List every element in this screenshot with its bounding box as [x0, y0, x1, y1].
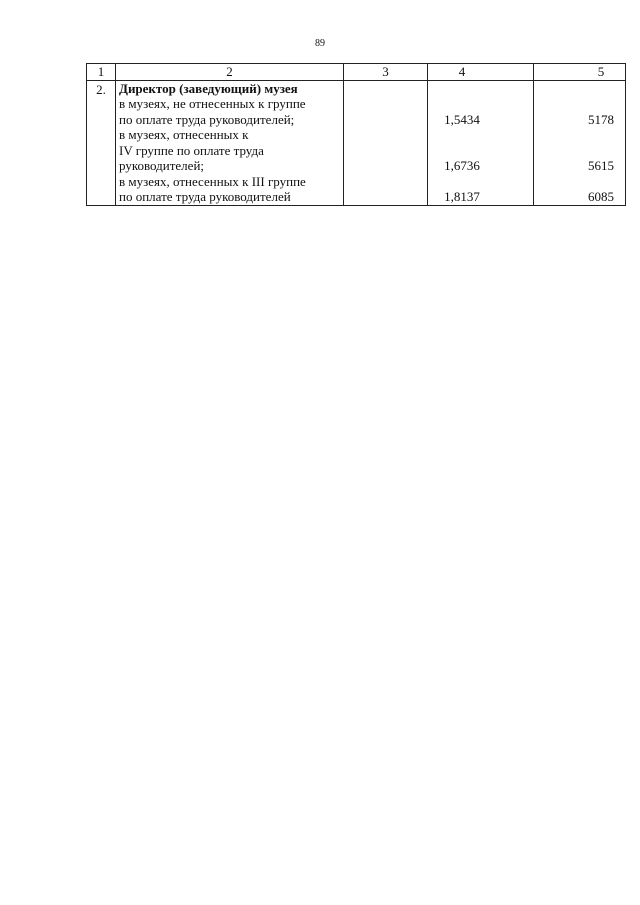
- row-number: 2.: [87, 80, 116, 205]
- salary-value: 6085: [588, 189, 614, 204]
- coefficient-value: 1,6736: [444, 158, 480, 173]
- description-line: в музеях, отнесенных к: [119, 127, 249, 142]
- table-header-row: [87, 64, 626, 81]
- salary-cell: [534, 80, 626, 205]
- header-col-5: [534, 64, 626, 81]
- description-line: IV группе по оплате труда: [119, 142, 264, 158]
- coefficient-cell: [428, 80, 534, 205]
- header-col-2: [116, 64, 344, 81]
- table-row: [87, 80, 626, 205]
- description-line: в музеях, отнесенных к III группе: [119, 173, 306, 189]
- header-col-5-label: 5: [597, 64, 605, 79]
- header-col-4-label: 4: [458, 64, 466, 79]
- header-col-3: [344, 64, 428, 81]
- page-number: 89: [315, 38, 325, 49]
- coefficient-value: 1,8137: [444, 189, 480, 204]
- col3-cell: [344, 80, 428, 205]
- description-line: по оплате труда руководителей: [119, 189, 291, 204]
- header-col-1: [87, 64, 116, 81]
- header-col-2-label: 2: [226, 64, 233, 79]
- salary-value: 5178: [588, 111, 614, 127]
- header-col-1-label: 1: [97, 64, 105, 79]
- salary-value: 5615: [588, 158, 614, 173]
- description-line: в музеях, не отнесенных к группе: [119, 96, 306, 111]
- salary-table: [86, 63, 626, 206]
- description-line: руководителей;: [119, 158, 205, 173]
- description-line: по оплате труда руководителей;: [119, 111, 295, 127]
- header-col-3-label: 3: [382, 64, 389, 79]
- position-title: Директор (заведующий) музея: [119, 80, 298, 96]
- position-description: [116, 80, 344, 205]
- coefficient-value: 1,5434: [444, 111, 480, 127]
- header-col-4: [428, 64, 534, 81]
